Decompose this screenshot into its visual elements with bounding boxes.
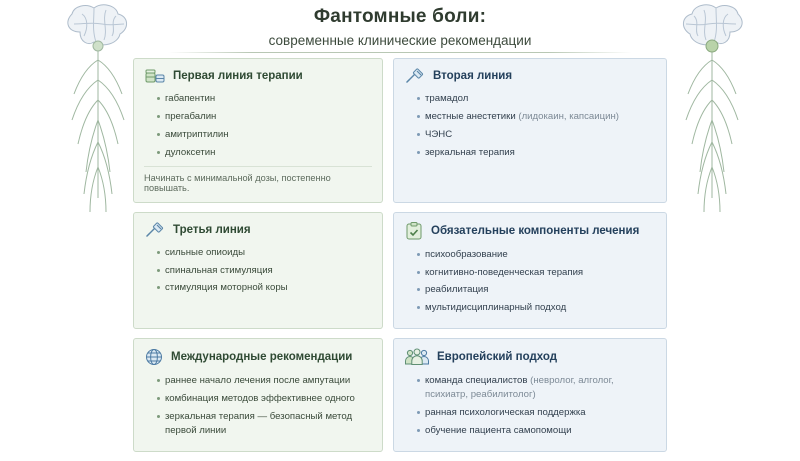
cards-row <box>133 58 667 203</box>
card-list <box>144 374 372 438</box>
header-divider <box>168 52 632 53</box>
page-title: Фантомные боли: <box>313 6 487 27</box>
card-second-line <box>393 58 667 203</box>
syringe-icon <box>404 67 426 85</box>
card-header <box>144 347 372 367</box>
list-item: мультидисциплинарный подход <box>417 301 656 315</box>
cards-row <box>133 212 667 330</box>
list-item: ЧЭНС <box>417 128 656 142</box>
card-title: Европейский подход <box>437 351 558 364</box>
list-item: реабилитация <box>417 283 656 297</box>
list-item: раннее начало лечения после ампутации <box>157 374 372 388</box>
card-title: Первая линия терапии <box>173 70 303 82</box>
card-title: Международные рекомендации <box>171 351 353 364</box>
list-item: габапентин <box>157 92 372 106</box>
card-header <box>144 67 372 85</box>
list-item: дулоксетин <box>157 146 372 160</box>
team-icon <box>404 347 430 367</box>
card-list <box>404 374 656 438</box>
clipboard-check-icon <box>404 221 424 241</box>
card-list <box>144 92 372 160</box>
list-item: зеркальная терапия — безопасный метод первой линии <box>157 410 372 438</box>
list-item: местные анестетики (лидокаин, капсаицин) <box>417 110 656 124</box>
pills-icon <box>144 67 166 85</box>
card-header <box>404 347 656 367</box>
card-international-recommendations <box>133 338 383 452</box>
card-title: Третья линия <box>173 223 251 236</box>
card-mandatory-components <box>393 212 667 330</box>
card-note: Начинать с минимальной дозы, постепенно повышать. <box>144 166 372 193</box>
list-item: спинальная стимуляция <box>157 264 372 278</box>
list-item: амитриптилин <box>157 128 372 142</box>
card-list <box>404 92 656 160</box>
cards-row <box>133 338 667 452</box>
card-first-line <box>133 58 383 203</box>
card-third-line <box>133 212 383 330</box>
card-title: Обязательные компоненты лечения <box>431 224 640 237</box>
card-header <box>404 67 656 85</box>
list-item-note: (лидокаин, капсаицин) <box>518 110 619 122</box>
cards-grid <box>133 58 667 461</box>
list-item: сильные опиоиды <box>157 246 372 260</box>
list-item: прегабалин <box>157 110 372 124</box>
list-item: комбинация методов эффективнее одного <box>157 392 372 406</box>
card-header <box>144 221 372 239</box>
card-european-approach <box>393 338 667 452</box>
list-item: зеркальная терапия <box>417 146 656 160</box>
poster-header <box>0 6 800 48</box>
list-item: стимуляция моторной коры <box>157 281 372 295</box>
list-item-note: (невролог, алголог, психиатр, реабилитолог) <box>425 375 614 401</box>
card-list <box>404 248 656 316</box>
globe-icon <box>144 347 164 367</box>
page-subtitle: современные клинические рекомендации <box>268 33 532 48</box>
list-item: когнитивно-поведенческая терапия <box>417 266 656 280</box>
list-item: обучение пациента самопомощи <box>417 424 656 438</box>
card-list <box>144 246 372 296</box>
card-title: Вторая линия <box>433 70 513 82</box>
list-item: психообразование <box>417 248 656 262</box>
list-item: команда специалистов (невролог, алголог, психиатр, реабилитолог) <box>417 374 656 402</box>
card-header <box>404 221 656 241</box>
list-item: ранная психологическая поддержка <box>417 406 656 420</box>
list-item: трамадол <box>417 92 656 106</box>
syringe-icon <box>144 221 166 239</box>
